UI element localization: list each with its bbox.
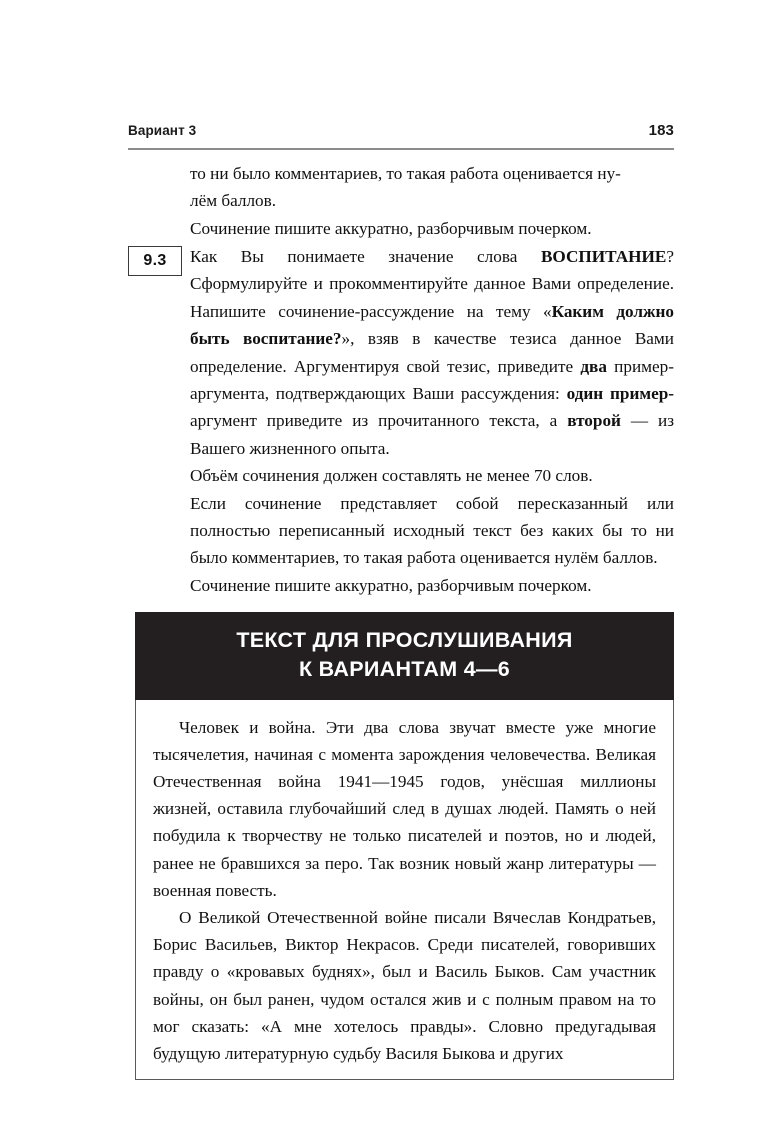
continued-text-block [190, 160, 674, 242]
running-head [128, 122, 674, 139]
task-paragraph-1 [190, 243, 674, 462]
task-p1-bold3: два [580, 356, 607, 376]
task-p1-seg5: аргумент приведите из прочитанного текста, а [190, 411, 568, 431]
task-p1-seg6: — из Вашего жизненного опыта. [190, 411, 674, 458]
task-number-box [128, 246, 182, 276]
listening-paragraph-2: О Великой Отечественной войне писали Вячеслав Кондратьев, Борис Васильев, Виктор Некрасов. Среди писателей, говоривших правду о «кровавых буднях», был и Василь Быков. Сам участник войны, он был ранен, чудом остался жив и с полным правом на то мог сказать: «А мне хотелось правды». Словно предугадывая будущую литературную судьбу Василя Быкова и других [153, 908, 656, 1064]
header-rule [128, 148, 674, 150]
task-body [190, 243, 674, 599]
task-p1-seg1: Как Вы понимаете значение слова [190, 247, 541, 266]
task-p1-bold4: один пример- [566, 384, 674, 404]
listening-text-box [135, 612, 674, 1080]
task-number-label: 9.3 [143, 252, 167, 269]
continued-line-1: то ни было комментариев, то такая работа оценивается ну- [190, 164, 621, 183]
page-number: 183 [648, 122, 674, 139]
running-head-variant: Вариант 3 [128, 123, 197, 138]
listening-banner-line-2: К ВАРИАНТАМ 4—6 [298, 656, 511, 681]
task-paragraph-3: Если сочинение представляет собой пересказанный или полностью переписанный исходный текст без каких бы то ни было комментариев, то такая работа оценивается нулём баллов. [190, 493, 674, 568]
task-paragraph-2: Объём сочинения должен составлять не менее 70 слов. [190, 466, 593, 486]
listening-banner-line-1: ТЕКСТ ДЛЯ ПРОСЛУШИВАНИЯ [236, 627, 573, 652]
listening-paragraph-1: Человек и война. Эти два слова звучат вместе уже многие тысячелетия, начиная с момента зарождения человечества. Великая Отечественная война 1941—1945 годов, унёсшая миллионы жизней, оставила глубочайший след в душах людей. Память о ней побудила к творчеству не только писателей и поэтов, но и людей, ранее не бравшихся за перо. Так возник новый жанр литературы — военная повесть. [153, 717, 656, 900]
task-p1-bold5: второй [567, 411, 621, 431]
listening-body [136, 700, 673, 1080]
continued-line-3: Сочинение пишите аккуратно, разборчивым почерком. [190, 218, 592, 238]
task-p1-bold1: ВОСПИТАНИЕ [540, 247, 667, 266]
continued-line-2: лём баллов. [190, 191, 277, 211]
task-p1-bold2: Каким должно быть воспитание? [190, 301, 675, 349]
task-p1-seg2: ? Сформулируйте и прокомментируйте данное Вами определение. Напишите сочинение-рассуждение на тему « [190, 247, 674, 321]
task-p1-seg4: пример-аргумента, подтверждающих Ваши рассуждения: [190, 356, 674, 404]
task-9-3 [128, 243, 674, 599]
task-p1-seg3: », взяв в качестве тезиса данное Вами определение. Аргументируя свой тезис, приведите [190, 329, 674, 376]
task-paragraph-4: Сочинение пишите аккуратно, разборчивым почерком. [190, 575, 592, 595]
listening-banner [135, 612, 675, 700]
